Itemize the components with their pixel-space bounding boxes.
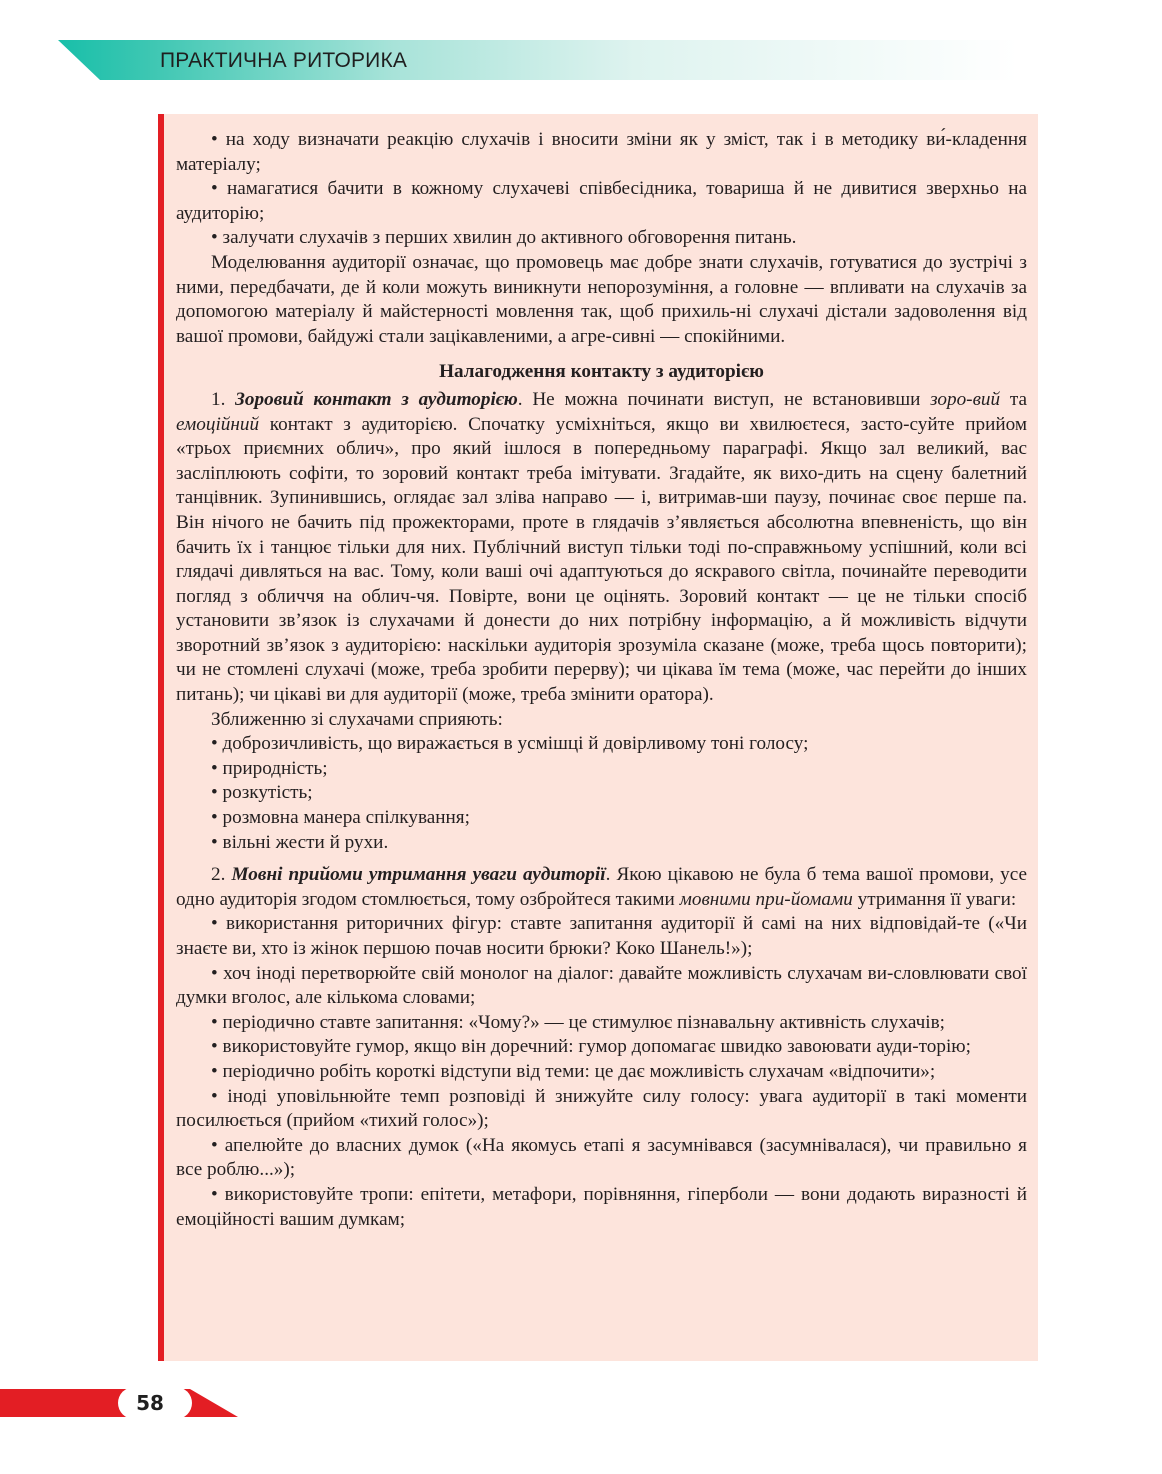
term-italic: зоро-вий xyxy=(930,388,1001,410)
text-run: контакт з аудиторією. Спочатку усміхніться, якщо ви хвилюєтеся, засто-суйте прийом «трьох приємних облич», про який ішлося в попередньому параграфі. Якщо зал великий, вас засліплюють софіти, то зоровий контакт треба імітувати. Згадайте, як вихо-дить на сцену балетний танцівник. Зупинившись, оглядає зал зліва направо — і, витримав-ши паузу, починає своє перше па. Він нічого не бачить під прожекторами, проте в глядачів з’являється абсолютна впевненість, що він бачить їх і танцює тільки для них. Публічний виступ тільки тоді по-справжньому успішний, коли всі глядачі дивляться на вас. Тому, коли ваші очі адаптуються до яскравого світла, починайте переводити погляд з обличчя на облич-чя. Повірте, вони це оцінять. Зоровий контакт — це не тільки спосіб установити зв’язок із слухачами й донести до них потрібну інформацію, а й можливість відчути зворотний зв’язок з аудиторією: наскільки аудиторія зрозуміла сказане (може, треба щось повторити); чи не стомлені слухачі (може, треба зробити перерву); чи цікава їм тема (може, час перейти до інших питань); чи цікаві ви для аудиторії (може, треба змінити оратора). xyxy=(176,413,1027,706)
term-italic: емоційний xyxy=(176,413,260,435)
text-run: та xyxy=(1000,388,1028,410)
term-bold-italic: Мовні прийоми утримання уваги аудиторії xyxy=(231,864,606,886)
page-number: 58 xyxy=(136,1391,164,1415)
list-item: • періодично робіть короткі відступи від теми: це дає можливість слухачам «відпочити»; xyxy=(211,1060,936,1082)
list-item: • розмовна манера спілкування; xyxy=(211,807,470,829)
section-heading: Налагодження контакту з аудиторією xyxy=(439,361,764,383)
list-item: • розкутість; xyxy=(211,782,313,804)
paragraph: Моделювання аудиторії означає, що промовець має добре знати слухачів, готуватися до зустрічі з ними, передбачати, де й коли можуть виникнути непорозуміння, а головне — впливати на слухачів за допомогою матеріалу й майстерності мовлення так, щоб прихиль-ні слухачі дістали задоволення від вашої промови, байдужі стали зацікавленими, а агре-сивні — спокійними. xyxy=(176,251,1027,347)
list-item: • вільні жести й рухи. xyxy=(211,831,389,853)
list-item: • використання риторичних фігур: ставте запитання аудиторії й самі на них відповідай-те («Чи знаєте ви, хто із жінок першою почав носити брюки? Коко Шанель!»); xyxy=(176,913,1027,959)
paragraph: Зближенню зі слухачами сприяють: xyxy=(211,708,503,730)
paragraph: • намагатися бачити в кожному слухачеві співбесідника, товариша й не дивитися зверхньо на аудиторію; xyxy=(176,178,1027,224)
list-item: • доброзичливість, що виражається в усмішці й довірливому тоні голосу; xyxy=(211,733,809,755)
paragraph: • на ходу визначати реакцію слухачів і вносити зміни як у зміст, так і в методику ви́-кладення матеріалу; xyxy=(176,129,1027,175)
term-italic: мовними при-йомами xyxy=(679,888,853,910)
list-item: • хоч іноді перетворюйте свій монолог на діалог: давайте можливість слухачам ви-словлювати свої думки вголос, але кількома словами; xyxy=(176,962,1027,1009)
paragraph-visual-contact xyxy=(176,388,1027,708)
paragraph: • залучати слухачів з перших хвилин до активного обговорення питань. xyxy=(211,227,797,249)
paragraph-speech-techniques xyxy=(176,863,1027,912)
list-item: • іноді уповільнюйте темп розповіді й знижуйте силу голосу: увага аудиторії в такі моменти посилюється (прийом «тихий голос»); xyxy=(176,1085,1027,1132)
text-run: . Якою цікавою не була б тема вашої промови, усе одно аудиторія згодом стомлюється, тому озбройтеся такими xyxy=(176,864,1028,910)
text-run: утримання її уваги: xyxy=(852,888,1017,910)
body-text xyxy=(176,128,1027,1232)
item-number: 1. xyxy=(211,388,236,410)
section-title: ПРАКТИЧНА РИТОРИКА xyxy=(160,49,408,72)
term-bold-italic: Зоровий контакт з аудиторією xyxy=(235,388,518,410)
list-item: • періодично ставте запитання: «Чому?» — це стимулює пізнавальну активність слухачів; xyxy=(211,1011,945,1033)
item-number: 2. xyxy=(211,864,232,886)
text-run: . Не можна починати виступ, не встановивши xyxy=(517,388,931,410)
list-item: • апелюйте до власних думок («На якомусь етапі я засумнівався (засумнівалася), чи правильно я все роблю...»); xyxy=(176,1134,1027,1181)
list-item: • використовуйте гумор, якщо він доречний: гумор допомагає швидко завоювати ауди-торію; xyxy=(211,1036,971,1058)
list-item: • використовуйте тропи: епітети, метафори, порівняння, гіперболи — вони додають виразності й емоційності вашим думкам; xyxy=(176,1183,1027,1230)
list-item: • природність; xyxy=(211,757,328,779)
